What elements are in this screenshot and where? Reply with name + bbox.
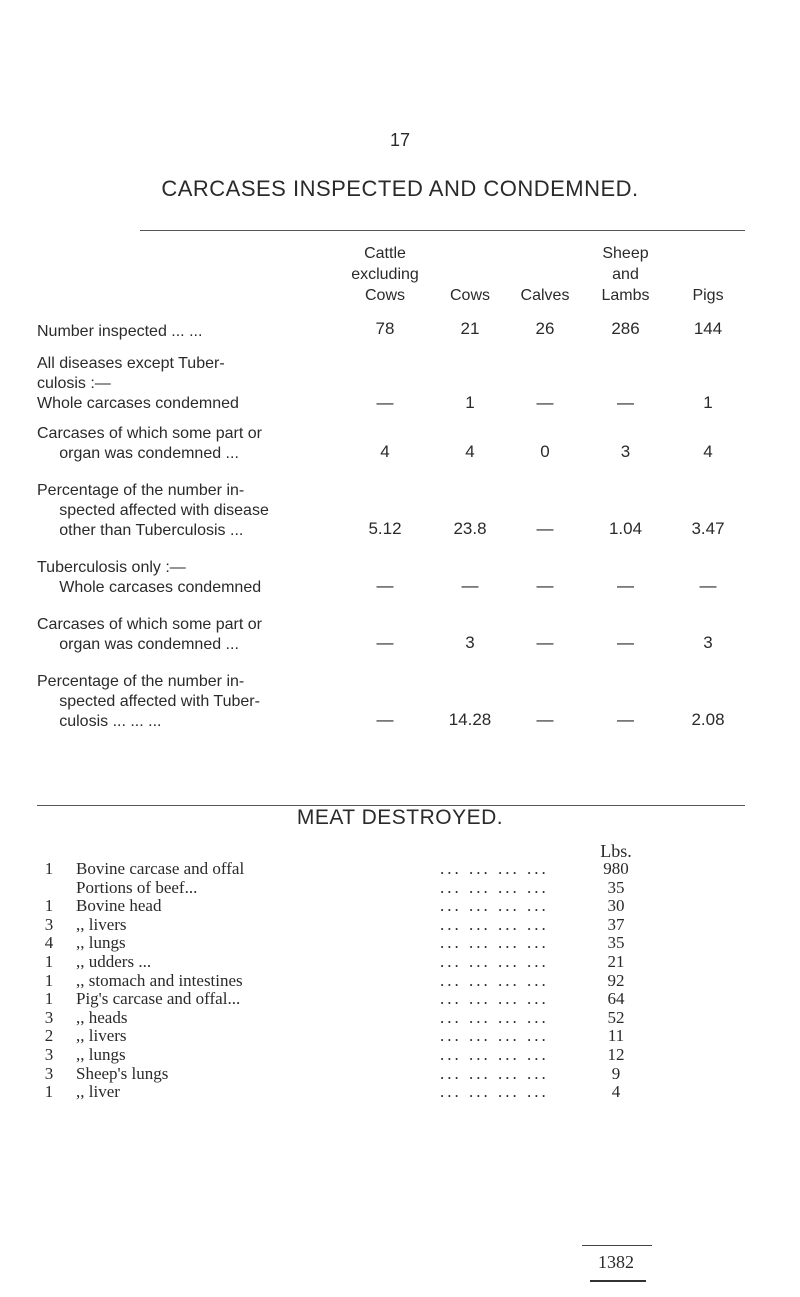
- cell-r2-sheep: 3: [620, 442, 631, 461]
- list-item: [0, 878, 800, 898]
- meat-destroyed-title: MEAT DESTROYED.: [296, 806, 504, 829]
- page-number: 17: [389, 130, 411, 150]
- cell-r5-cows: 3: [465, 633, 475, 652]
- lbs-header: Lbs.: [600, 841, 632, 861]
- leader-dots: ... ... ... ...: [440, 989, 549, 1009]
- item-weight: 37: [607, 914, 625, 934]
- item-weight: 64: [607, 989, 625, 1009]
- list-item: [0, 933, 800, 953]
- cell-r1-cows: 1: [465, 393, 475, 412]
- list-item: [0, 1045, 800, 1065]
- leader-dots: ... ... ... ...: [440, 896, 549, 916]
- cell-r0-pigs: 144: [693, 319, 723, 338]
- list-item: [0, 1064, 800, 1084]
- cell-r4-cattle: —: [376, 576, 394, 595]
- item-description: Portions of beef...: [76, 877, 198, 897]
- cell-r6-cows: 14.28: [448, 710, 492, 729]
- item-weight: 9: [611, 1063, 621, 1083]
- item-quantity: 1: [44, 970, 54, 990]
- leader-dots: ... ... ... ...: [440, 877, 549, 897]
- cell-r0-cows: 21: [460, 319, 480, 338]
- table-top-rule: [140, 230, 745, 231]
- row-label-percentage-other: Percentage of the number in- spected affected with disease other than Tuberculosis ...: [37, 482, 269, 539]
- leader-dots: ... ... ... ...: [440, 914, 549, 934]
- item-quantity: 3: [44, 1007, 54, 1027]
- cell-r2-calves: 0: [540, 442, 550, 461]
- item-description: Bovine carcase and offal: [76, 859, 245, 878]
- item-description: ,, lungs: [76, 1045, 126, 1064]
- cell-r4-pigs: —: [699, 576, 717, 595]
- leader-dots: ... ... ... ...: [440, 1045, 549, 1064]
- total-rule: [582, 1245, 652, 1246]
- cell-r3-sheep: 1.04: [608, 519, 643, 538]
- list-item: [0, 952, 800, 972]
- list-item: [0, 859, 800, 879]
- column-header-cattle: Cattle excluding Cows: [351, 245, 419, 304]
- row-label-part-condemned: Carcases of which some part or organ was condemned ...: [37, 425, 262, 462]
- row-label-all-diseases: All diseases except Tuber- culosis :— Whole carcases condemned: [37, 355, 239, 412]
- item-weight: 52: [607, 1007, 625, 1027]
- leader-dots: ... ... ... ...: [440, 1082, 549, 1102]
- item-quantity: 1: [44, 896, 54, 916]
- leader-dots: ... ... ... ...: [440, 859, 549, 878]
- cell-r5-calves: —: [536, 633, 554, 652]
- leader-dots: ... ... ... ...: [440, 1007, 549, 1027]
- list-item: [0, 1026, 800, 1046]
- item-quantity: 1: [44, 952, 54, 971]
- item-description: ,, livers: [76, 1026, 127, 1046]
- item-quantity: 2: [44, 1026, 54, 1046]
- item-description: ,, lungs: [76, 933, 126, 953]
- item-quantity: 1: [44, 859, 54, 878]
- cell-r3-cattle: 5.12: [368, 519, 402, 538]
- row-label-tb-part-condemned: Carcases of which some part or organ was condemned ...: [37, 616, 262, 653]
- cell-r0-cattle: 78: [375, 319, 395, 338]
- column-header-cows: Cows: [449, 287, 490, 304]
- cell-r4-calves: —: [536, 576, 554, 595]
- cell-r2-cattle: 4: [380, 442, 390, 461]
- cell-r5-cattle: —: [376, 633, 394, 652]
- cell-r1-cattle: —: [376, 393, 394, 412]
- page-title: CARCASES INSPECTED AND CONDEMNED.: [161, 176, 639, 201]
- item-weight: 21: [607, 952, 625, 971]
- item-quantity: 1: [44, 989, 54, 1009]
- cell-r6-pigs: 2.08: [691, 710, 725, 729]
- item-description: ,, heads: [76, 1007, 128, 1027]
- list-item: [0, 896, 800, 916]
- item-weight: 980: [603, 859, 629, 878]
- cell-r2-pigs: 4: [703, 442, 713, 461]
- cell-r5-sheep: —: [617, 633, 634, 652]
- item-weight: 35: [607, 877, 625, 897]
- cell-r5-pigs: 3: [703, 633, 713, 652]
- row-label-number-inspected: Number inspected ... ...: [37, 323, 207, 340]
- total-underline: [590, 1280, 646, 1282]
- column-header-calves: Calves: [520, 287, 570, 304]
- cell-r0-calves: 26: [535, 319, 555, 338]
- item-quantity: 3: [44, 1063, 54, 1083]
- row-label-percentage-tb: Percentage of the number in- spected affected with Tuber- culosis ... ... ...: [37, 673, 260, 730]
- list-item: [0, 989, 800, 1009]
- list-item: [0, 971, 800, 991]
- cell-r2-cows: 4: [465, 442, 475, 461]
- item-description: ,, udders ...: [76, 952, 152, 971]
- list-item: [0, 1008, 800, 1028]
- cell-r6-cattle: —: [376, 710, 394, 729]
- item-description: ,, stomach and intestines: [76, 970, 243, 990]
- total-lbs: 1382: [598, 1252, 634, 1272]
- cell-r4-cows: —: [461, 576, 479, 595]
- cell-r3-calves: —: [536, 519, 554, 538]
- row-label-tuberculosis-whole: Tuberculosis only :— Whole carcases condemned: [37, 559, 262, 596]
- cell-r1-calves: —: [536, 393, 554, 412]
- item-description: Bovine head: [76, 896, 162, 916]
- cell-r6-calves: —: [536, 710, 554, 729]
- list-item: [0, 1082, 800, 1102]
- cell-r4-sheep: —: [617, 576, 634, 595]
- item-quantity: 1: [44, 1082, 54, 1102]
- item-description: Sheep's lungs: [76, 1063, 169, 1083]
- cell-r0-sheep: 286: [611, 319, 640, 338]
- cell-r1-pigs: 1: [703, 393, 713, 412]
- leader-dots: ... ... ... ...: [440, 970, 549, 990]
- cell-r1-sheep: —: [617, 393, 634, 412]
- leader-dots: ... ... ... ...: [440, 952, 549, 971]
- item-description: ,, livers: [76, 914, 127, 934]
- leader-dots: ... ... ... ...: [440, 1063, 549, 1083]
- cell-r3-pigs: 3.47: [691, 519, 725, 538]
- item-quantity: 4: [44, 933, 54, 953]
- item-weight: 92: [607, 970, 625, 990]
- column-header-pigs: Pigs: [692, 287, 724, 304]
- item-weight: 4: [611, 1082, 621, 1102]
- cell-r3-cows: 23.8: [453, 519, 487, 538]
- leader-dots: ... ... ... ...: [440, 1026, 549, 1046]
- list-item: [0, 915, 800, 935]
- item-weight: 11: [607, 1026, 625, 1046]
- leader-dots: ... ... ... ...: [440, 933, 549, 953]
- item-quantity: 3: [44, 1045, 54, 1064]
- cell-r6-sheep: —: [617, 710, 634, 729]
- item-quantity: 3: [44, 914, 54, 934]
- item-description: ,, liver: [76, 1082, 120, 1102]
- column-header-sheep: Sheep and Lambs: [601, 245, 650, 304]
- item-weight: 35: [607, 933, 625, 953]
- item-weight: 12: [607, 1045, 625, 1064]
- item-weight: 30: [607, 896, 625, 916]
- item-description: Pig's carcase and offal...: [76, 989, 241, 1009]
